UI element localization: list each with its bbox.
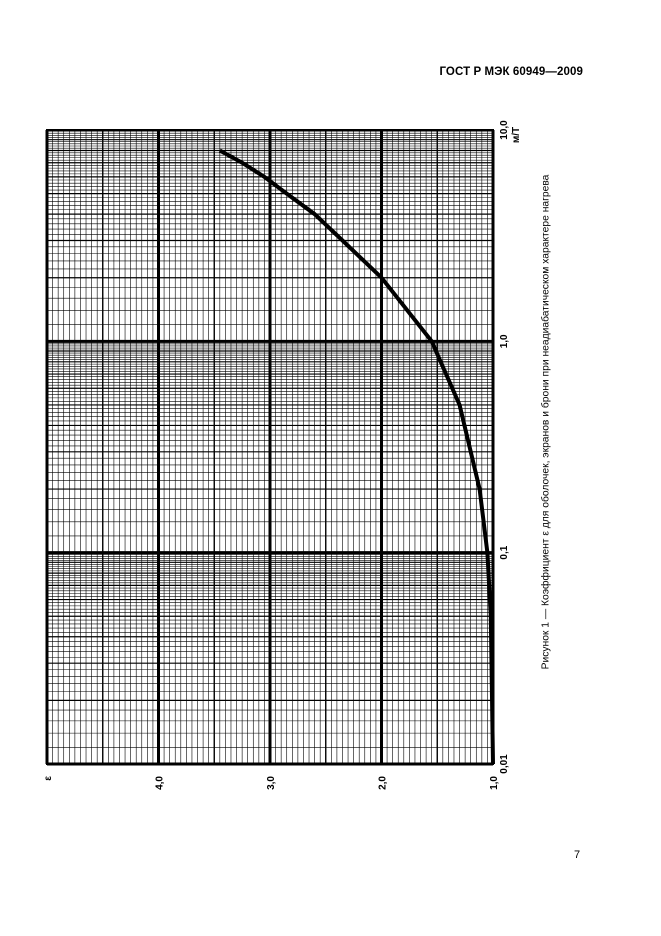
y-tick-label: ε [43, 776, 54, 781]
x-tick-label: 10,0 [499, 120, 510, 140]
x-tick-label: 1,0 [499, 334, 510, 349]
x-tick-label: 0,01 [499, 754, 510, 774]
page-number: 7 [574, 849, 581, 861]
document-header: ГОСТ Р МЭК 60949—2009 [439, 66, 583, 78]
chart-grid [47, 130, 493, 764]
y-tick-label: 1,0 [489, 776, 500, 790]
y-tick-label: 4,0 [154, 776, 166, 790]
x-tick-label: 0,1 [499, 545, 510, 560]
x-axis-label: м/Т [511, 126, 522, 144]
y-tick-label: 3,0 [266, 776, 277, 790]
x-tick-labels [499, 120, 510, 774]
y-tick-labels [43, 776, 500, 790]
figure-caption: Рисунок 1 — Коэффициент ε для оболочек, экранов и брони при неадиабатическом характере нагрева [540, 174, 552, 670]
y-tick-label: 2,0 [377, 776, 389, 790]
